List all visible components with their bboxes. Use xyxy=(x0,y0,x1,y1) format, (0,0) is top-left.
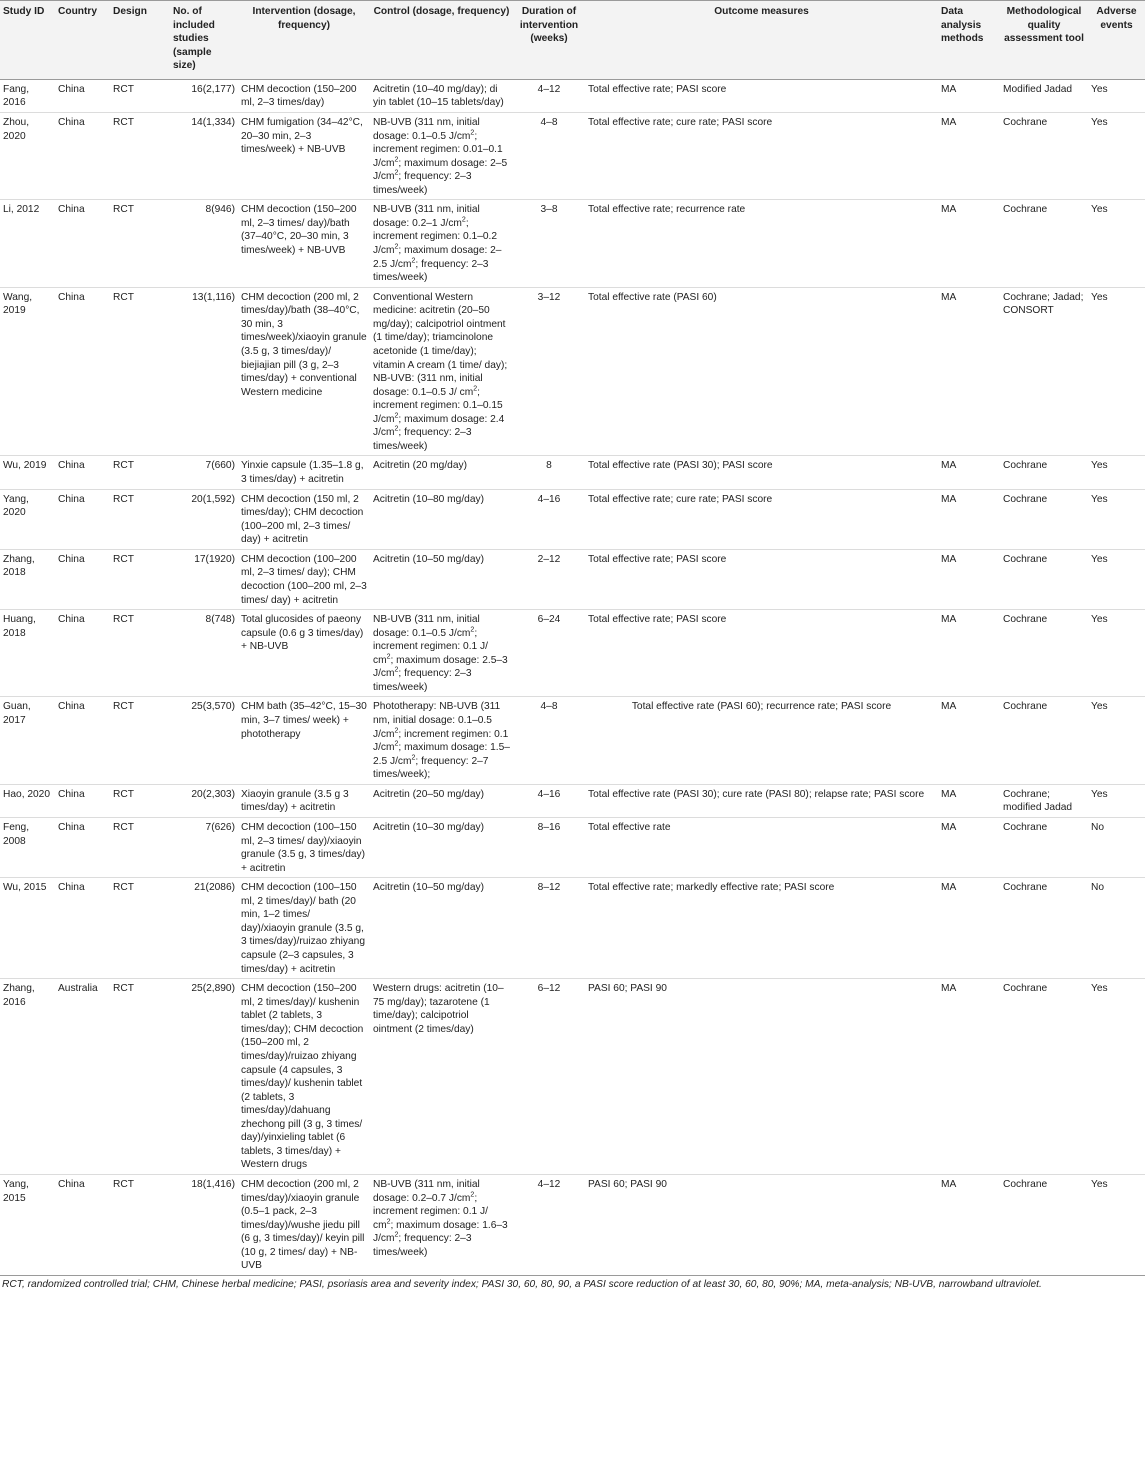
table-row xyxy=(0,79,1145,112)
cell-data-analysis: MA xyxy=(938,697,1000,784)
cell-country: China xyxy=(55,878,110,979)
cell-country: China xyxy=(55,817,110,877)
cell-included-studies: 25(3,570) xyxy=(170,697,238,784)
cell-data-analysis: MA xyxy=(938,784,1000,817)
cell-included-studies: 25(2,890) xyxy=(170,979,238,1175)
cell-data-analysis: MA xyxy=(938,112,1000,199)
cell-control: Acitretin (10–50 mg/day) xyxy=(370,549,513,609)
cell-design: RCT xyxy=(110,79,170,112)
cell-country: China xyxy=(55,1175,110,1276)
cell-control: Acitretin (20–50 mg/day) xyxy=(370,784,513,817)
cell-duration: 6–24 xyxy=(513,610,585,697)
cell-adverse-events: Yes xyxy=(1088,287,1145,456)
cell-outcome-measures: PASI 60; PASI 90 xyxy=(585,1175,938,1276)
cell-adverse-events: Yes xyxy=(1088,610,1145,697)
cell-study-id: Yang, 2015 xyxy=(0,1175,55,1276)
cell-adverse-events: Yes xyxy=(1088,79,1145,112)
cell-adverse-events: Yes xyxy=(1088,549,1145,609)
cell-included-studies: 8(748) xyxy=(170,610,238,697)
cell-control: NB-UVB (311 nm, initial dosage: 0.1–0.5 $J/cm^2$; increment regimen: 0.1 J/ $cm^2$; maximum dosage: 2.5–3 $J/cm^2$; frequency: 2–3 times/week) xyxy=(370,610,513,697)
cell-data-analysis: MA xyxy=(938,549,1000,609)
cell-study-id: Zhou, 2020 xyxy=(0,112,55,199)
cell-quality-tool: Cochrane xyxy=(1000,610,1088,697)
cell-duration: 4–16 xyxy=(513,489,585,549)
cell-control: Acitretin (10–80 mg/day) xyxy=(370,489,513,549)
cell-adverse-events: Yes xyxy=(1088,784,1145,817)
cell-study-id: Wu, 2015 xyxy=(0,878,55,979)
cell-quality-tool: Cochrane xyxy=(1000,549,1088,609)
cell-design: RCT xyxy=(110,1175,170,1276)
cell-included-studies: 21(2086) xyxy=(170,878,238,979)
cell-design: RCT xyxy=(110,697,170,784)
cell-duration: 4–8 xyxy=(513,697,585,784)
cell-adverse-events: Yes xyxy=(1088,112,1145,199)
cell-quality-tool: Cochrane xyxy=(1000,489,1088,549)
cell-duration: 4–16 xyxy=(513,784,585,817)
table-body xyxy=(0,79,1145,1275)
cell-quality-tool: Cochrane xyxy=(1000,200,1088,287)
cell-outcome-measures: Total effective rate; cure rate; PASI score xyxy=(585,489,938,549)
cell-country: China xyxy=(55,287,110,456)
cell-data-analysis: MA xyxy=(938,287,1000,456)
header-outcome-measures: Outcome measures xyxy=(585,1,938,80)
cell-control: NB-UVB (311 nm, initial dosage: 0.2–1 $J/cm^2$; increment regimen: 0.1–0.2 $J/cm^2$; maximum dosage: 2–2.5 $J/cm^2$; frequency: 2–3 times/week) xyxy=(370,200,513,287)
cell-quality-tool: Cochrane xyxy=(1000,1175,1088,1276)
cell-quality-tool: Cochrane xyxy=(1000,697,1088,784)
cell-outcome-measures: Total effective rate (PASI 30); cure rate (PASI 80); relapse rate; PASI score xyxy=(585,784,938,817)
cell-control: Acitretin (20 mg/day) xyxy=(370,456,513,489)
cell-design: RCT xyxy=(110,549,170,609)
table-row xyxy=(0,549,1145,609)
cell-outcome-measures: Total effective rate xyxy=(585,817,938,877)
cell-included-studies: 18(1,416) xyxy=(170,1175,238,1276)
cell-quality-tool: Cochrane xyxy=(1000,817,1088,877)
cell-outcome-measures: Total effective rate; markedly effective rate; PASI score xyxy=(585,878,938,979)
cell-control: Western drugs: acitretin (10–75 mg/day); tazarotene (1 time/day); calcipotriol ointment (2 times/day) xyxy=(370,979,513,1175)
cell-adverse-events: Yes xyxy=(1088,1175,1145,1276)
table-row xyxy=(0,489,1145,549)
cell-intervention: Xiaoyin granule (3.5 g 3 times/day) + acitretin xyxy=(238,784,370,817)
cell-design: RCT xyxy=(110,979,170,1175)
table-row xyxy=(0,1175,1145,1276)
header-intervention: Intervention (dosage, frequency) xyxy=(238,1,370,80)
header-study-id: Study ID xyxy=(0,1,55,80)
table-row xyxy=(0,784,1145,817)
cell-intervention: CHM bath (35–42°C, 15–30 min, 3–7 times/ week) + phototherapy xyxy=(238,697,370,784)
cell-country: China xyxy=(55,697,110,784)
cell-design: RCT xyxy=(110,456,170,489)
cell-quality-tool: Cochrane xyxy=(1000,112,1088,199)
cell-intervention: CHM decoction (200 ml, 2 times/day)/bath (38–40°C, 30 min, 3 times/week)/xiaoyin granule (3.5 g, 3 times/day)/ biejiajian pill (3 g, 2–3 times/day) + conventional Western medicine xyxy=(238,287,370,456)
cell-study-id: Wang, 2019 xyxy=(0,287,55,456)
cell-intervention: CHM decoction (150–200 ml, 2–3 times/ day)/bath (37–40°C, 20–30 min, 3 times/week) + NB-UVB xyxy=(238,200,370,287)
cell-included-studies: 16(2,177) xyxy=(170,79,238,112)
cell-included-studies: 7(626) xyxy=(170,817,238,877)
cell-study-id: Fang, 2016 xyxy=(0,79,55,112)
cell-outcome-measures: Total effective rate; cure rate; PASI score xyxy=(585,112,938,199)
cell-duration: 3–8 xyxy=(513,200,585,287)
cell-included-studies: 7(660) xyxy=(170,456,238,489)
cell-study-id: Li, 2012 xyxy=(0,200,55,287)
cell-control: Acitretin (10–50 mg/day) xyxy=(370,878,513,979)
cell-intervention: CHM fumigation (34–42°C, 20–30 min, 2–3 times/week) + NB-UVB xyxy=(238,112,370,199)
cell-country: China xyxy=(55,200,110,287)
cell-study-id: Wu, 2019 xyxy=(0,456,55,489)
cell-country: China xyxy=(55,456,110,489)
cell-data-analysis: MA xyxy=(938,817,1000,877)
cell-data-analysis: MA xyxy=(938,200,1000,287)
cell-country: China xyxy=(55,112,110,199)
cell-study-id: Huang, 2018 xyxy=(0,610,55,697)
cell-adverse-events: Yes xyxy=(1088,979,1145,1175)
cell-design: RCT xyxy=(110,287,170,456)
cell-duration: 6–12 xyxy=(513,979,585,1175)
cell-country: China xyxy=(55,489,110,549)
cell-design: RCT xyxy=(110,610,170,697)
cell-intervention: CHM decoction (100–150 ml, 2 times/day)/ bath (20 min, 1–2 times/ day)/xiaoyin granule (3.5 g, 3 times/day)/ruizao zhiyang capsule (2–3 capsules, 3 times/day) + acitretin xyxy=(238,878,370,979)
table-row xyxy=(0,287,1145,456)
cell-adverse-events: Yes xyxy=(1088,456,1145,489)
cell-design: RCT xyxy=(110,200,170,287)
cell-adverse-events: No xyxy=(1088,878,1145,979)
cell-duration: 3–12 xyxy=(513,287,585,456)
header-control: Control (dosage, frequency) xyxy=(370,1,513,80)
cell-design: RCT xyxy=(110,784,170,817)
cell-study-id: Hao, 2020 xyxy=(0,784,55,817)
cell-outcome-measures: Total effective rate; PASI score xyxy=(585,610,938,697)
cell-adverse-events: Yes xyxy=(1088,489,1145,549)
cell-quality-tool: Cochrane; modified Jadad xyxy=(1000,784,1088,817)
cell-duration: 4–12 xyxy=(513,1175,585,1276)
cell-control: Phototherapy: NB-UVB (311 nm, initial dosage: 0.1–0.5 $J/cm^2$; increment regimen: 0.1 $J/cm^2$; maximum dosage: 1.5–2.5 $J/cm^2$; frequency: 2–7 times/week); xyxy=(370,697,513,784)
table-row xyxy=(0,112,1145,199)
cell-control: Acitretin (10–30 mg/day) xyxy=(370,817,513,877)
cell-quality-tool: Cochrane; Jadad; CONSORT xyxy=(1000,287,1088,456)
cell-data-analysis: MA xyxy=(938,979,1000,1175)
cell-data-analysis: MA xyxy=(938,878,1000,979)
cell-country: China xyxy=(55,549,110,609)
cell-quality-tool: Cochrane xyxy=(1000,878,1088,979)
cell-data-analysis: MA xyxy=(938,610,1000,697)
cell-data-analysis: MA xyxy=(938,79,1000,112)
cell-included-studies: 8(946) xyxy=(170,200,238,287)
cell-design: RCT xyxy=(110,112,170,199)
header-quality-tool: Methodological quality assessment tool xyxy=(1000,1,1088,80)
cell-outcome-measures: PASI 60; PASI 90 xyxy=(585,979,938,1175)
header-duration: Duration of intervention (weeks) xyxy=(513,1,585,80)
header-design: Design xyxy=(110,1,170,80)
cell-duration: 4–8 xyxy=(513,112,585,199)
cell-adverse-events: No xyxy=(1088,817,1145,877)
cell-study-id: Zhang, 2018 xyxy=(0,549,55,609)
cell-adverse-events: Yes xyxy=(1088,697,1145,784)
cell-country: China xyxy=(55,784,110,817)
cell-study-id: Feng, 2008 xyxy=(0,817,55,877)
cell-included-studies: 20(2,303) xyxy=(170,784,238,817)
cell-data-analysis: MA xyxy=(938,1175,1000,1276)
table-row xyxy=(0,979,1145,1175)
table-row xyxy=(0,456,1145,489)
cell-country: China xyxy=(55,79,110,112)
cell-country: China xyxy=(55,610,110,697)
cell-intervention: CHM decoction (150–200 ml, 2 times/day)/ kushenin tablet (2 tablets, 3 times/day); CHM decoction (150–200 ml, 2 times/day)/ruizao zhiyang capsule (4 capsules, 3 times/day)/ kushenin tablet (2 tablets, 3 times/day)/dahuang zhechong pill (3 g, 3 times/ day)/yinxieling tablet (6 tablets, 3 times/day) + Western drugs xyxy=(238,979,370,1175)
table-row xyxy=(0,697,1145,784)
cell-quality-tool: Modified Jadad xyxy=(1000,79,1088,112)
table-row xyxy=(0,878,1145,979)
cell-intervention: CHM decoction (150–200 ml, 2–3 times/day) xyxy=(238,79,370,112)
cell-intervention: CHM decoction (100–200 ml, 2–3 times/ day); CHM decoction (100–200 ml, 2–3 times/ day) + acitretin xyxy=(238,549,370,609)
cell-country: Australia xyxy=(55,979,110,1175)
cell-intervention: Total glucosides of paeony capsule (0.6 g 3 times/day) + NB-UVB xyxy=(238,610,370,697)
table-row xyxy=(0,817,1145,877)
cell-data-analysis: MA xyxy=(938,456,1000,489)
header-data-analysis: Data analysis methods xyxy=(938,1,1000,80)
cell-control: Acitretin (10–40 mg/day); di yin tablet (10–15 tablets/day) xyxy=(370,79,513,112)
cell-quality-tool: Cochrane xyxy=(1000,456,1088,489)
cell-design: RCT xyxy=(110,878,170,979)
header-country: Country xyxy=(55,1,110,80)
cell-quality-tool: Cochrane xyxy=(1000,979,1088,1175)
cell-study-id: Zhang, 2016 xyxy=(0,979,55,1175)
header-adverse-events: Adverse events xyxy=(1088,1,1145,80)
cell-control: Conventional Western medicine: acitretin (20–50 mg/day); calcipotriol ointment (1 time/day); triamcinolone acetonide (1 time/day); vitamin A cream (1 time/ day); NB-UVB: (311 nm, initial dosage: 0.1–0.5 J/ $cm^2$; increment regimen: 0.1–0.15 $J/cm^2$; maximum dosage: 2.4 $J/cm^2$; frequency: 2–3 times/week) xyxy=(370,287,513,456)
cell-duration: 2–12 xyxy=(513,549,585,609)
cell-intervention: CHM decoction (200 ml, 2 times/day)/xiaoyin granule (0.5–1 pack, 2–3 times/day)/wushe jiedu pill (6 g, 3 times/day)/ keyin pill (10 g, 2 times/ day) + NB-UVB xyxy=(238,1175,370,1276)
cell-intervention: CHM decoction (150 ml, 2 times/day); CHM decoction (100–200 ml, 2–3 times/ day) + acitretin xyxy=(238,489,370,549)
cell-included-studies: 20(1,592) xyxy=(170,489,238,549)
cell-outcome-measures: Total effective rate (PASI 60) xyxy=(585,287,938,456)
cell-duration: 8 xyxy=(513,456,585,489)
cell-included-studies: 13(1,116) xyxy=(170,287,238,456)
cell-duration: 8–16 xyxy=(513,817,585,877)
cell-intervention: Yinxie capsule (1.35–1.8 g, 3 times/day) + acitretin xyxy=(238,456,370,489)
cell-included-studies: 17(1920) xyxy=(170,549,238,609)
table-row xyxy=(0,610,1145,697)
cell-included-studies: 14(1,334) xyxy=(170,112,238,199)
header-included-studies: No. of included studies (sample size) xyxy=(170,1,238,80)
cell-duration: 8–12 xyxy=(513,878,585,979)
cell-outcome-measures: Total effective rate (PASI 60); recurrence rate; PASI score xyxy=(585,697,938,784)
cell-study-id: Yang, 2020 xyxy=(0,489,55,549)
cell-outcome-measures: Total effective rate; recurrence rate xyxy=(585,200,938,287)
cell-control: NB-UVB (311 nm, initial dosage: 0.2–0.7 $J/cm^2$; increment regimen: 0.1 J/ $cm^2$; maximum dosage: 1.6–3 $J/cm^2$; frequency: 2–3 times/week) xyxy=(370,1175,513,1276)
cell-adverse-events: Yes xyxy=(1088,200,1145,287)
cell-intervention: CHM decoction (100–150 ml, 2–3 times/ day)/xiaoyin granule (3.5 g, 3 times/day) + acitretin xyxy=(238,817,370,877)
cell-data-analysis: MA xyxy=(938,489,1000,549)
table-row xyxy=(0,200,1145,287)
cell-design: RCT xyxy=(110,489,170,549)
table-header-row xyxy=(0,1,1145,80)
cell-outcome-measures: Total effective rate (PASI 30); PASI score xyxy=(585,456,938,489)
cell-design: RCT xyxy=(110,817,170,877)
table-footnote: RCT, randomized controlled trial; CHM, Chinese herbal medicine; PASI, psoriasis area and severity index; PASI 30, 60, 80, 90, a PASI score reduction of at least 30, 60, 80, 90%; MA, meta-analysis; NB-UVB, narrowband ultraviolet. xyxy=(2,1278,1042,1290)
cell-duration: 4–12 xyxy=(513,79,585,112)
cell-outcome-measures: Total effective rate; PASI score xyxy=(585,549,938,609)
cell-outcome-measures: Total effective rate; PASI score xyxy=(585,79,938,112)
cell-study-id: Guan, 2017 xyxy=(0,697,55,784)
cell-control: NB-UVB (311 nm, initial dosage: 0.1–0.5 $J/cm^2$; increment regimen: 0.01–0.1 $J/cm^2$; maximum dosage: 2–5 $J/cm^2$; frequency: 2–3 times/week) xyxy=(370,112,513,199)
